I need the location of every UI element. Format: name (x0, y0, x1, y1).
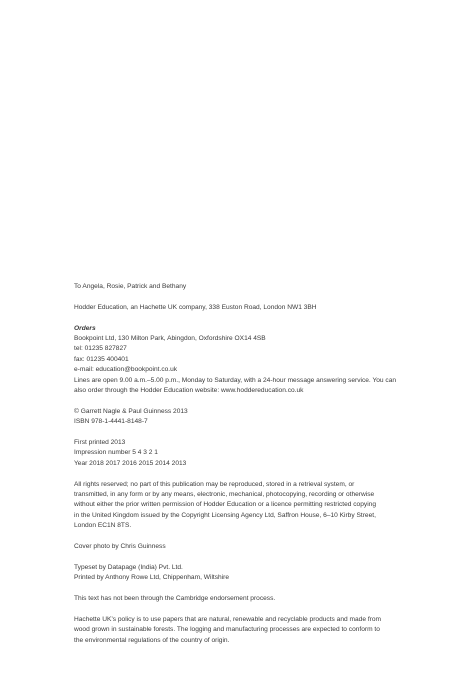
typesetting-line: Typeset by Datapage (India) Pvt. Ltd. (74, 563, 183, 571)
rights-line: without either the prior written permission of Hodder Education or a licence permitting restricted copying (74, 501, 376, 509)
printing-line: First printed 2013 (74, 439, 126, 447)
policy-line: wood grown in sustainable forests. The logging and manufacturing processes are expected to conform to (74, 626, 380, 634)
cover-photo-block (74, 542, 394, 552)
orders-line: e-mail: education@bookpoint.co.uk (74, 366, 178, 374)
isbn-line: ISBN 978-1-4441-8148-7 (74, 418, 148, 426)
rights-line: All rights reserved; no part of this publication may be reproduced, stored in a retrieval system, or (74, 480, 355, 488)
printing-line: Impression number 5 4 3 2 1 (74, 449, 158, 457)
dedication-block (74, 282, 394, 292)
copyright-line: © Garrett Nagle & Paul Guinness 2013 (74, 407, 188, 415)
rights-block (74, 480, 394, 532)
endorsement-note: This text has not been through the Cambridge endorsement process. (74, 595, 276, 603)
rights-line: transmitted, in any form or by any means, electronic, mechanical, photocopying, recording or otherwise (74, 491, 375, 499)
cover-photo-credit: Cover photo by Chris Guinness (74, 543, 166, 551)
printing-block (74, 438, 394, 469)
publisher-block (74, 303, 394, 313)
rights-line: in the United Kingdom issued by the Copyright Licensing Agency Ltd, Saffron House, 6–10 Kirby Street, (74, 511, 376, 519)
orders-line: Lines are open 9.00 a.m.–5.00 p.m., Monday to Saturday, with a 24-hour message answering service. You can (74, 376, 397, 384)
orders-line: Bookpoint Ltd, 130 Milton Park, Abingdon, Oxfordshire OX14 4SB (74, 335, 266, 342)
policy-line: Hachette UK’s policy is to use papers that are natural, renewable and recyclable products and made from (74, 615, 382, 623)
orders-block (74, 324, 397, 397)
endorsement-block (74, 594, 394, 604)
orders-line: tel: 01235 827827 (74, 345, 127, 353)
orders-line: also order through the Hodder Education website: www.hoddereducation.co.uk (74, 387, 304, 395)
orders-heading: Orders (74, 324, 96, 332)
publisher-address: Hodder Education, an Hachette UK company, 338 Euston Road, London NW1 3BH (74, 303, 317, 311)
typesetting-block (74, 563, 394, 584)
orders-line: fax: 01235 400401 (74, 355, 129, 363)
imprint-text (74, 282, 397, 656)
rights-line: London EC1N 8TS. (74, 522, 132, 530)
dedication: To Angela, Rosie, Patrick and Bethany (74, 283, 187, 290)
policy-line: the environmental regulations of the country of origin. (74, 636, 230, 644)
policy-block (74, 615, 394, 646)
printing-line: Year 2018 2017 2016 2015 2014 2013 (74, 459, 187, 467)
copyright-block (74, 407, 394, 428)
printer-line: Printed by Anthony Rowe Ltd, Chippenham, Wiltshire (74, 574, 230, 582)
